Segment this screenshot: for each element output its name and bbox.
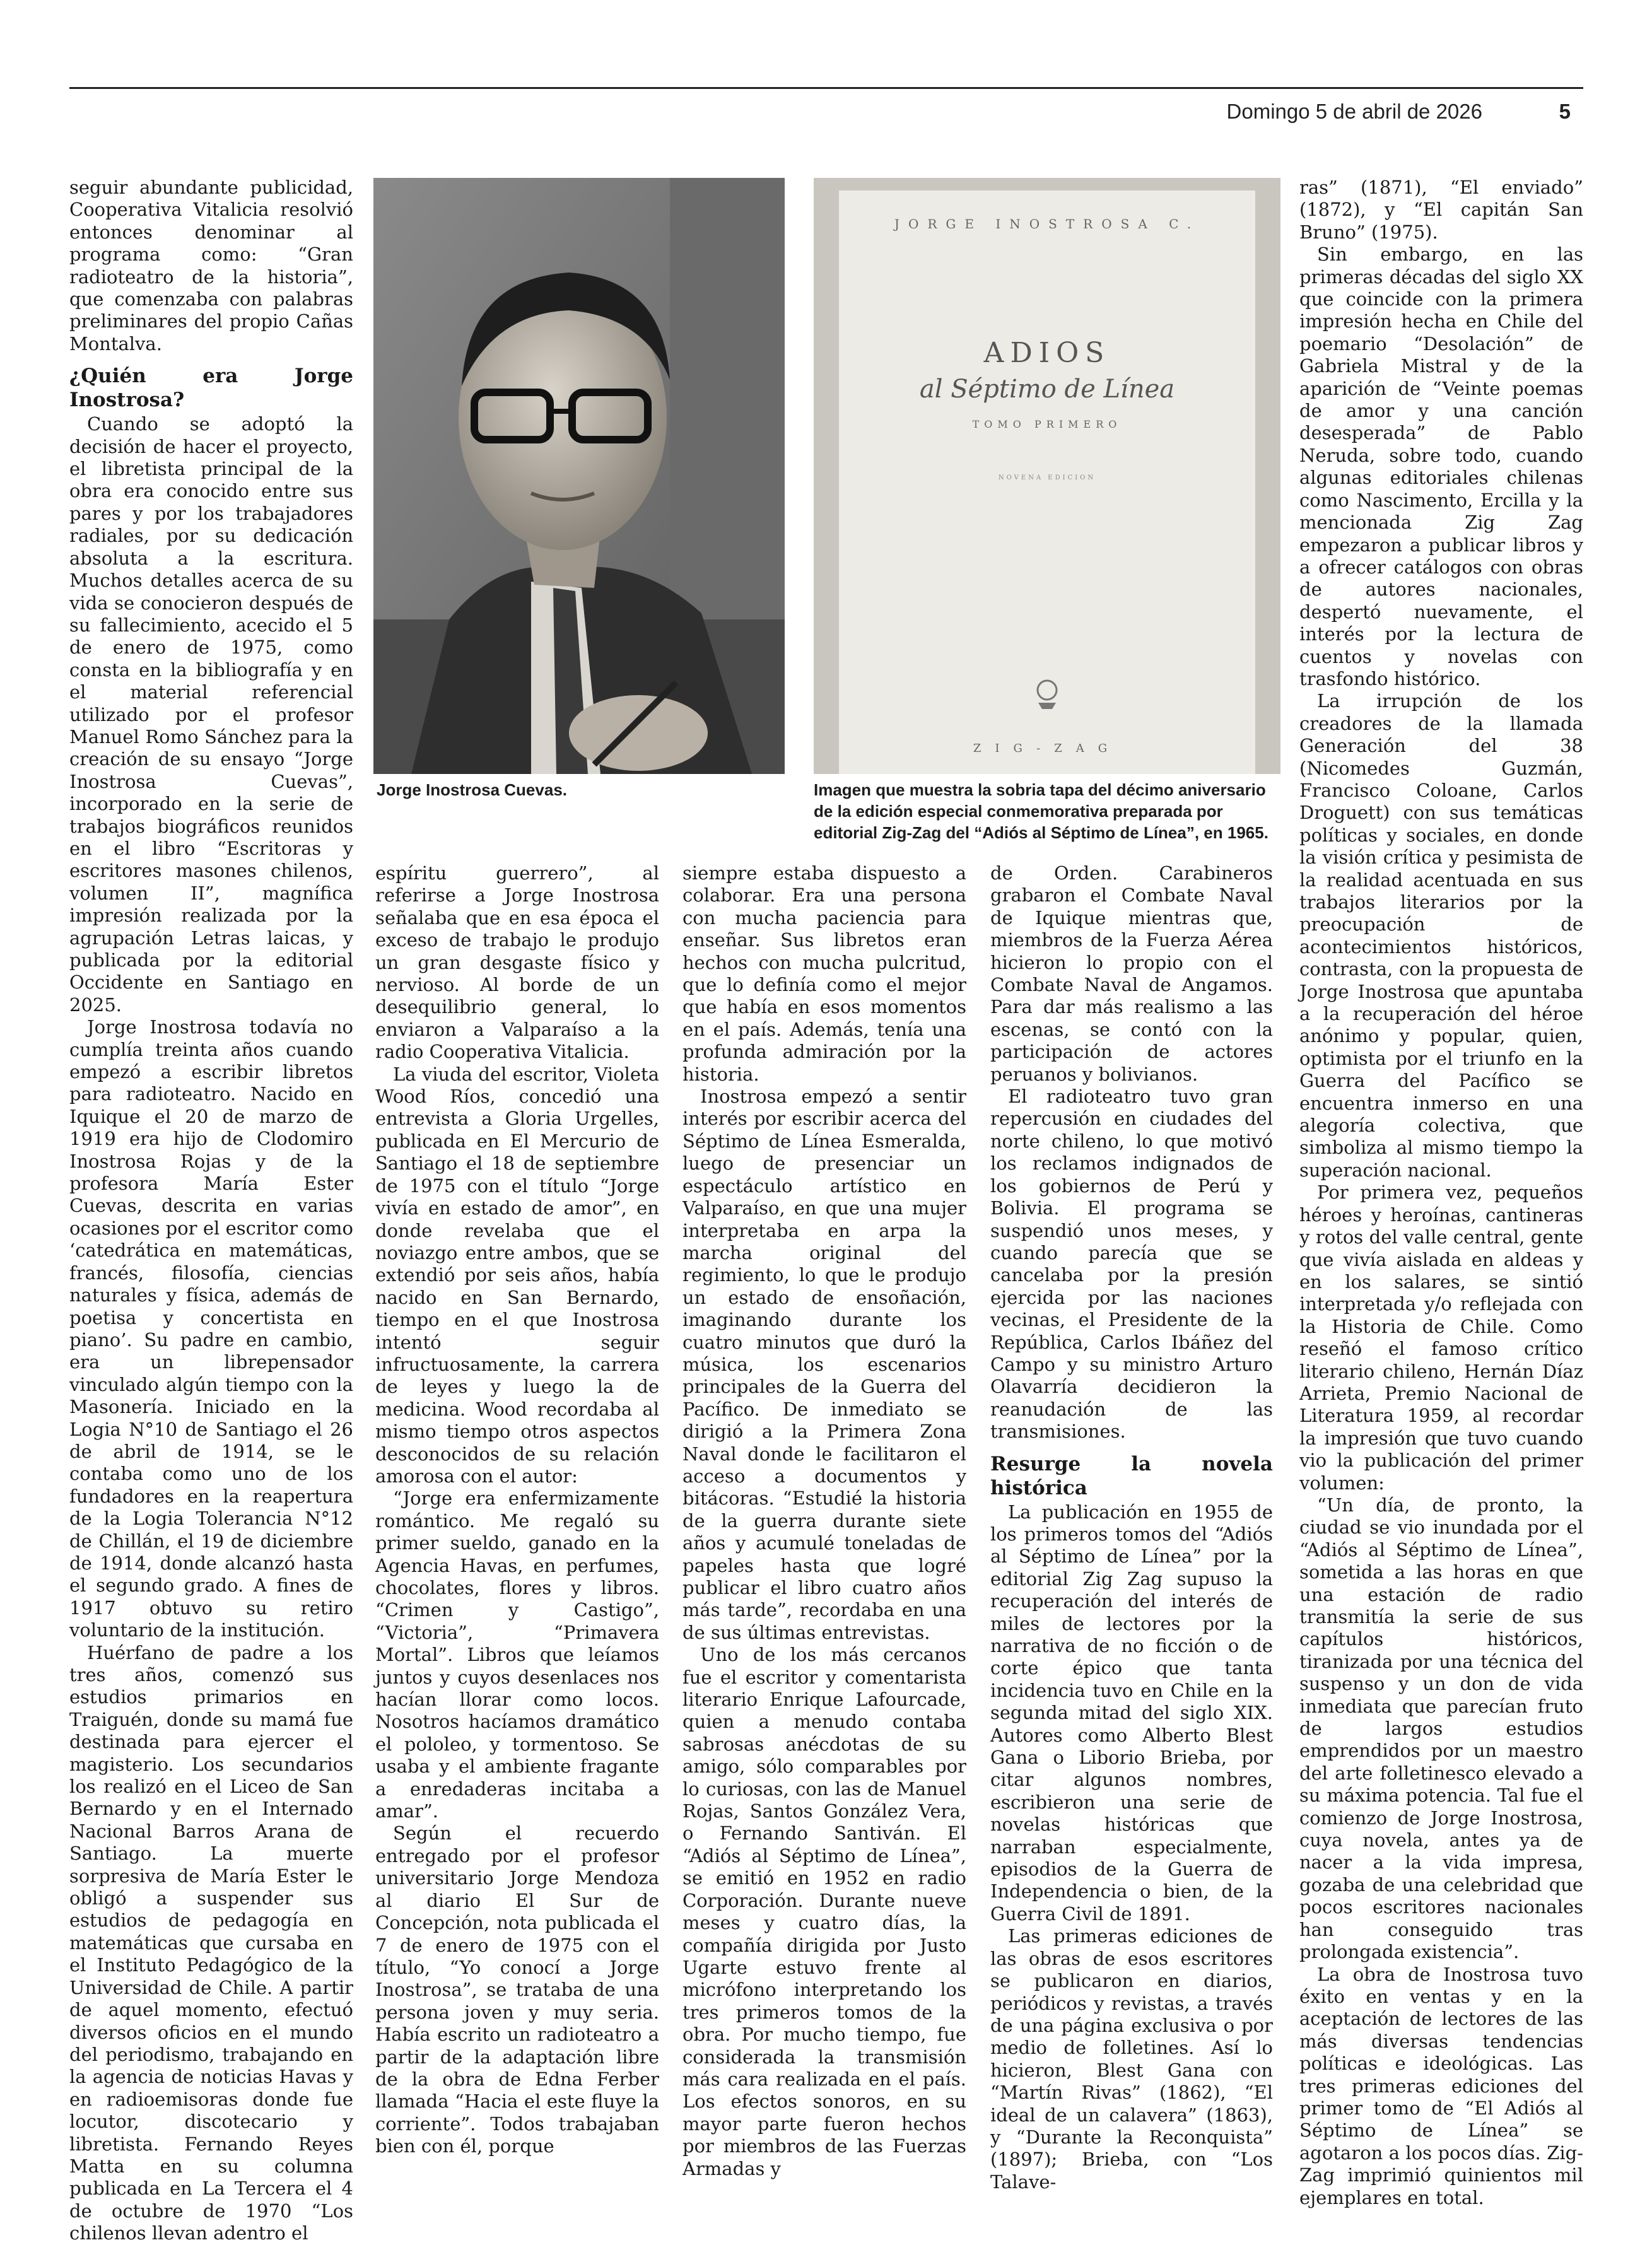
article-column-3: [682, 862, 966, 2180]
article-column-5: [1299, 177, 1583, 2209]
paragraph: El radioteatro tuvo gran repercusión en ciudades del norte chileno, lo que motivó los reclamos indignados de los gobiernos de Perú y Bolivia. El programa se suspendió unos meses, y cuando parecía que se cancelaba por la presión ejercida por las naciones vecinas, el Presidente de la República, Carlos Ibáñez del Campo y su ministro Arturo Olavarría decidieron la reanudación de las transmisiones.: [990, 1086, 1273, 1443]
paragraph: La publicación en 1955 de los primeros tomos del “Adiós al Séptimo de Línea” por la editorial Zig Zag supuso la recuperación del interés de miles de lectores por la narrativa de no ficción o de corte épico que tanta incidencia tuvo en Chile en la segunda mitad del siglo XIX. Autores como Alberto Blest Gana o Liborio Brieba, por citar algunos nombres, escribieron una serie de novelas históricas que narraban especialmente, episodios de la Guerra de Independencia o bien, de la Guerra Civil de 1891.: [990, 1501, 1273, 1925]
paragraph: Huérfano de padre a los tres años, comenzó sus estudios primarios en Traiguén, donde su mamá fue destinada para ejercer el magisterio. Los secundarios los realizó en el Liceo de San Bernardo y en el Internado Nacional Barros Arana de Santiago. La muerte sorpresiva de María Ester le obligó a suspender sus estudios de pedagogía en matemáticas que cursaba en el Instituto Pedagógico de la Universidad de Chile. A partir de aquel momento, efectuó diversos oficios en el mundo del periodismo, trabajando en la agencia de noticias Havas y en radioemisoras donde fue locutor, discotecario y libretista. Fernando Reyes Matta en su columna publicada en La Tercera el 4 de octubre de 1970 “Los chilenos llevan adentro el: [69, 1641, 353, 2244]
book-title-line1: ADIOS: [983, 337, 1111, 369]
book-title-line2: al Séptimo de Línea: [919, 375, 1175, 404]
paragraph: Cuando se adoptó la decisión de hacer el proyecto, el libretista principal de la obra era conocido entre sus pares y por los trabajadores radiales, por su dedicación absoluta a la escritura. Muchos detalles acerca de su vida se conocieron después de su fallecimiento, acecido el 5 de enero de 1975, como consta en la bibliografía y en el material referencial utilizado por el profesor Manuel Romo Sánchez para la creación de su ensayo “Jorge Inostrosa Cuevas”, incorporado en la serie de trabajos biográficos reunidos en el libro “Escritoras y escritores masones chilenos, volumen II”, magnífica impresión realizada por la agrupación Letras laicas, y publicada por la editorial Occidente en Santiago en 2025.: [69, 413, 353, 1016]
paragraph: de Orden. Carabineros grabaron el Combate Naval de Iquique mientras que, miembros de la Fuerza Aérea hicieron lo propio con el Combate Naval de Angamos. Para dar más realismo a las escenas, se contó con la participación de actores peruanos y bolivianos.: [990, 862, 1273, 1085]
header-rule: [69, 87, 1583, 89]
book-cover-image: [814, 178, 1280, 774]
header-date: Domingo 5 de abril de 2026: [1226, 100, 1482, 123]
paragraph: Por primera vez, pequeños héroes y heroínas, cantineras y rotos del valle central, gente que vivía aislada en aldeas y en los salares, se sintió interpretada y/o reflejada con la Historia de Chile. Como reseñó el famoso crítico literario chileno, Hernán Díaz Arrieta, Premio Nacional de Literatura 1959, al recordar la impresión que tuvo cuando vio la publicación del primer volumen:: [1299, 1181, 1583, 1494]
book-edition: NOVENA EDICION: [998, 474, 1096, 481]
paragraph: Uno de los más cercanos fue el escritor y comentarista literario Enrique Lafourcade, quien a menudo contaba sabrosas anécdotas de su amigo, sólo comparables por lo curiosas, con las de Manuel Rojas, Santos González Vera, o Fernando Santiván. El “Adiós al Séptimo de Línea”, se emitió en 1952 en radio Corporación. Durante nueve meses y cuatro días, la compañía dirigida por Justo Ugarte estuvo frente al micrófono interpretando los tres primeros tomos de la obra. Por mucho tiempo, fue considerada la transmisión más cara realizada en el país. Los efectos sonoros, en su mayor parte fueron hechos por miembros de las Fuerzas Armadas y: [682, 1644, 966, 2179]
paragraph: Jorge Inostrosa todavía no cumplía treinta años cuando empezó a escribir libretos para radioteatro. Nacido en Iquique el 20 de marzo de 1919 era hijo de Clodomiro Inostrosa Rojas y de la profesora María Ester Cuevas, descrita en varias ocasiones por el escritor como ‘catedrática en matemáticas, francés, filosofía, ciencias naturales y física, además de poetisa y concertista en piano’. Su padre en cambio, era un librepensador vinculado algún tiempo con la Masonería. Iniciado en la Logia N°10 de Santiago el 26 de abril de 1914, se le contaba como uno de los fundadores en la reapertura de la Logia Tolerancia N°12 de Chillán, el 19 de diciembre de 1914, donde alcanzó hasta el segundo grado. A fines de 1917 obtuvo su retiro voluntario de la institución.: [69, 1016, 353, 1641]
portrait-photo: [373, 178, 785, 774]
book-caption: Imagen que muestra la sobria tapa del décimo aniversario de la edición especial conmemorativa preparada por editorial Zig-Zag del “Adiós al Séptimo de Línea”, en 1965.: [814, 780, 1268, 842]
paragraph: Las primeras ediciones de las obras de esos escritores se publicaron en diarios, periódicos y revistas, a través de una página exclusiva o por medio de folletines. Así lo hicieron, Blest Gana con “Martín Rivas” (1862), “El ideal de un calavera” (1863), y “Durante la Reconquista” (1897); Brieba, con “Los Talave-: [990, 1925, 1273, 2193]
book-volume: TOMO PRIMERO: [972, 418, 1122, 430]
paragraph: La irrupción de los creadores de la llamada Generación del 38 (Nicomedes Guzmán, Francisco Coloane, Carlos Droguett) con sus temáticas políticas y sociales, en donde la visión crítica y pesimista de la realidad acentuada en sus trabajos literarios por la preocupación de acontecimientos históricos, contrasta, con la propuesta de Jorge Inostrosa que apuntaba a la recuperación del héroe anónimo y popular, quien, optimista por el triunfo en la Guerra del Pacífico se encuentra inmerso en una alegoría colectiva, que simboliza al mismo tiempo la superación nacional.: [1299, 690, 1583, 1181]
paragraph: “Jorge era enfermizamente romántico. Me regaló su primer sueldo, ganado en la Agencia Havas, en perfumes, chocolates, flores y libros. “Crimen y Castigo”, “Victoria”, “Primavera Mortal”. Libros que leíamos juntos y cuyos desenlaces nos hacían llorar como locos. Nosotros hacíamos dramático el pololeo, y tormentoso. Se usaba y el ambiente fragante a enredaderas incitaba a amar”.: [375, 1487, 659, 1822]
section-heading-resurge: Resurge la novela histórica: [990, 1452, 1273, 1499]
section-heading-quien-era: ¿Quién era Jorge Inostrosa?: [69, 365, 353, 412]
paragraph: seguir abundante publicidad, Cooperativa Vitalicia resolvió entonces denominar al programa como: “Gran radioteatro de la historia”, que comenzaba con palabras preliminares del propio Cañas Montalva.: [69, 177, 353, 355]
paragraph: Inostrosa empezó a sentir interés por escribir acerca del Séptimo de Línea Esmeralda, luego de presenciar un espectáculo artístico en Valparaíso, en que una mujer interpretaba en arpa la marcha original del regimiento, lo que le produjo un estado de ensoñación, imaginando durante los cuatro minutos que duró la música, los escenarios principales de la Guerra del Pacífico. De inmediato se dirigió a la Primera Zona Naval donde le facilitaron el acceso a documentos y bitácoras. “Estudié la historia de la guerra durante siete años y acumulé toneladas de papeles hasta que logré publicar el libro cuatro años más tarde”, recordaba en una de sus últimas entrevistas.: [682, 1086, 966, 1643]
paragraph: Sin embargo, en las primeras décadas del siglo XX que coincide con la primera impresión hecha en Chile del poemario “Desolación” de Gabriela Mistral y de la aparición de “Veinte poemas de amor y una canción desesperada” de Pablo Neruda, sobre todo, cuando algunas editoriales chilenas como Nascimento, Ercilla y la mencionada Zig Zag empezaron a publicar libros y a ofrecer catálogos con obras de autores nacionales, despertó nuevamente, el interés por la lectura de cuentos y novelas con trasfondo histórico.: [1299, 243, 1583, 689]
article-column-1: [69, 177, 353, 2245]
book-cover: [814, 178, 1280, 774]
portrait-image: [373, 178, 785, 774]
paragraph: ras” (1871), “El enviado” (1872), y “El capitán San Bruno” (1975).: [1299, 177, 1583, 243]
book-publisher: ZIG-ZAG: [973, 742, 1122, 755]
paragraph: La obra de Inostrosa tuvo éxito en ventas y en la aceptación de lectores de las más diversas tendencias políticas e ideológicas. Las tres primeras ediciones del primer tomo de “El Adiós al Séptimo de Línea” se agotaron a los pocos días. Zig-Zag imprimió quinientos mil ejemplares en total.: [1299, 1963, 1583, 2208]
photo-caption: Jorge Inostrosa Cuevas.: [377, 780, 567, 799]
paragraph: siempre estaba dispuesto a colaborar. Era una persona con mucha paciencia para enseñar. Sus libretos eran hechos con mucha pulcritud, que lo definía como el mejor que había en esos momentos en el país. Además, tenía una profunda admiración por la historia.: [682, 862, 966, 1085]
book-author: JORGE INOSTROSA C.: [894, 216, 1200, 232]
paragraph: espíritu guerrero”, al referirse a Jorge Inostrosa señalaba que en esa época el exceso de trabajo le produjo un gran desgaste físico y nervioso. Al borde de un desequilibrio general, lo enviaron a Valparaíso a la radio Cooperativa Vitalicia.: [375, 862, 659, 1063]
article-column-2: [375, 862, 659, 2158]
page-number: 5: [1559, 100, 1571, 123]
paragraph: La viuda del escritor, Violeta Wood Ríos, concedió una entrevista a Gloria Urgelles, publicada en El Mercurio de Santiago el 18 de septiembre de 1975 con el título “Jorge vivía en estado de amor”, en donde revelaba que el noviazgo entre ambos, que se extendió por seis años, había nacido en San Bernardo, tiempo en el que Inostrosa intentó seguir infructuosamente, la carrera de leyes y luego la de medicina. Wood recordaba al mismo tiempo otros aspectos desconocidos de su relación amorosa con el autor:: [375, 1063, 659, 1487]
paragraph: “Un día, de pronto, la ciudad se vio inundada por el “Adiós al Séptimo de Línea”, sometida a las horas en que una estación de radio transmitía la serie de sus capítulos históricos, tiranizada por una técnica del suspenso y un don de vida inmediata que parecían fruto de largos estudios emprendidos por un maestro del arte folletinesco elevado a su máxima potencia. Tal fue el comienzo de Jorge Inostrosa, cuya novela, antes ya de nacer a la vida impresa, gozaba de una celebridad que pocos escritores nacionales han conseguido tras prolongada existencia”.: [1299, 1494, 1583, 1963]
article-column-4: [990, 862, 1273, 2193]
paragraph: Según el recuerdo entregado por el profesor universitario Jorge Mendoza al diario El Sur de Concepción, nota publicada el 7 de enero de 1975 con el título, “Yo conocí a Jorge Inostrosa”, se trataba de una persona joven y muy seria. Había escrito un radioteatro a partir de la adaptación libre de la obra de Edna Ferber llamada “Hacia el este fluye la corriente”. Todos trabajaban bien con él, porque: [375, 1822, 659, 2157]
